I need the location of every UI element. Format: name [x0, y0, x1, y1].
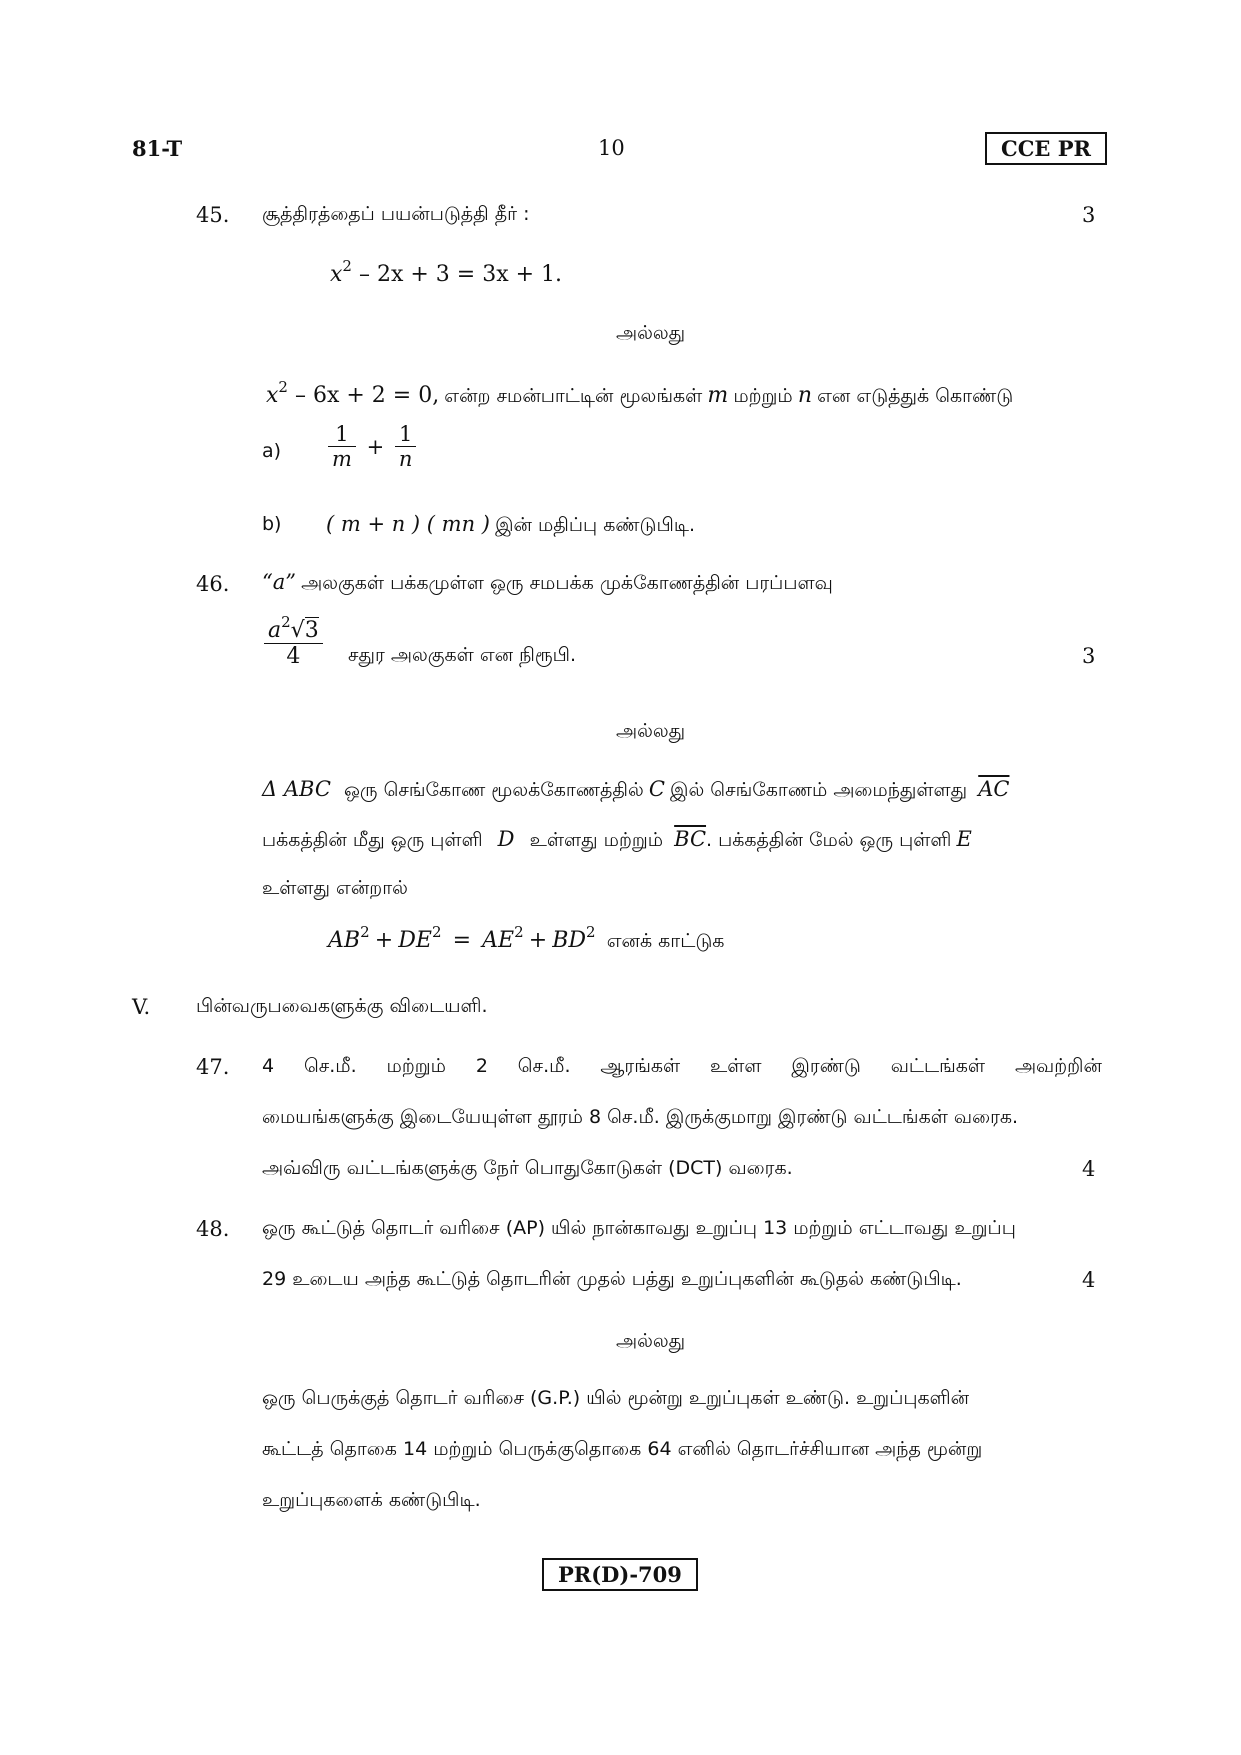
q47-line3: அவ்விரு வட்டங்களுக்கு நேர் பொதுகோடுகள் (DCT) வரைக.	[262, 1157, 793, 1179]
section-title: பின்வருபவைகளுக்கு விடையளி.	[196, 995, 488, 1017]
q48-or: அல்லது	[616, 1330, 686, 1352]
page-code-right: CCE PR	[985, 132, 1107, 165]
q46-alt-line2: பக்கத்தின் மீது ஒரு புள்ளி D உள்ளது மற்றும் $\overline{BC}$. பக்கத்தின் மேல் ஒரு புள்ளி E	[262, 827, 972, 851]
q47-line1: 4 செ.மீ. மற்றும் 2 செ.மீ. ஆரங்கள் உள்ள இரண்டு வட்டங்கள் அவற்றின்	[262, 1055, 1102, 1077]
q45-part-a-label: a)	[262, 440, 282, 462]
q46-line2: சதுர அலகுகள் என நிரூபி.	[348, 644, 577, 666]
q45-alt-statement: $x^2 - 6x + 2 = 0$, என்ற சமன்பாட்டின் மூலங்கள் m மற்றும் n என எடுத்துக் கொண்டு	[266, 378, 1014, 408]
q46-alt-equation: $AB^2 + DE^2 = AE^2 + BD^2$ எனக் காட்டுக	[328, 923, 725, 953]
q47-marks: 4	[1082, 1157, 1096, 1181]
q45-part-a-expression: $\frac{1}{m}$ + $\frac{1}{n}$	[328, 422, 416, 471]
q45-part-b-text: ( m + n ) ( mn ) இன் மதிப்பு கண்டுபிடி.	[326, 512, 695, 536]
q46-area-formula: $\frac{a^2√3}{4}$	[264, 618, 323, 669]
q48-alt-line3: உறுப்புகளைக் கண்டுபிடி.	[262, 1489, 481, 1511]
footer-code: PR(D)-709	[542, 1558, 698, 1591]
q45-equation: $x^2 - 2x + 3 = 3x + 1$.	[330, 257, 563, 287]
q48-marks: 4	[1082, 1268, 1096, 1292]
q45-or: அல்லது	[616, 322, 686, 344]
q46-marks: 3	[1082, 644, 1096, 668]
question-number-47: 47.	[196, 1055, 230, 1079]
page-code-left: 81-T	[132, 136, 183, 161]
q46-line1: “a” அலகுகள் பக்கமுள்ள ஒரு சமபக்க முக்கோணத்தின் பரப்பளவு	[262, 570, 833, 594]
question-number-46: 46.	[196, 572, 230, 596]
q48-line2: 29 உடைய அந்த கூட்டுத் தொடரின் முதல் பத்து உறுப்புகளின் கூடுதல் கண்டுபிடி.	[262, 1268, 962, 1290]
section-label: V.	[132, 995, 151, 1019]
page-number: 10	[598, 136, 625, 160]
q47-line2: மையங்களுக்கு இடையேயுள்ள தூரம் 8 செ.மீ. இருக்குமாறு இரண்டு வட்டங்கள் வரைக.	[262, 1106, 1019, 1128]
q48-line1: ஒரு கூட்டுத் தொடர் வரிசை (AP) யில் நான்காவது உறுப்பு 13 மற்றும் எட்டாவது உறுப்பு	[262, 1217, 1016, 1239]
q48-alt-line1: ஒரு பெருக்குத் தொடர் வரிசை (G.P.) யில் மூன்று உறுப்புகள் உண்டு. உறுப்புகளின்	[262, 1387, 970, 1409]
q45-part-b-label: b)	[262, 513, 282, 535]
q46-alt-line1: Δ ABC ஒரு செங்கோண மூலக்கோணத்தில் C இல் செங்கோணம் அமைந்துள்ளது $\overline{AC}$	[262, 777, 1010, 801]
q48-alt-line2: கூட்டத் தொகை 14 மற்றும் பெருக்குதொகை 64 எனில் தொடர்ச்சியான அந்த மூன்று	[262, 1438, 983, 1460]
question-number-45: 45.	[196, 203, 230, 227]
question-number-48: 48.	[196, 1217, 230, 1241]
q45-marks: 3	[1082, 203, 1096, 227]
q45-instruction: சூத்திரத்தைப் பயன்படுத்தி தீர் :	[262, 203, 530, 225]
q46-or: அல்லது	[616, 720, 686, 742]
q46-alt-line3: உள்ளது என்றால்	[262, 877, 408, 899]
